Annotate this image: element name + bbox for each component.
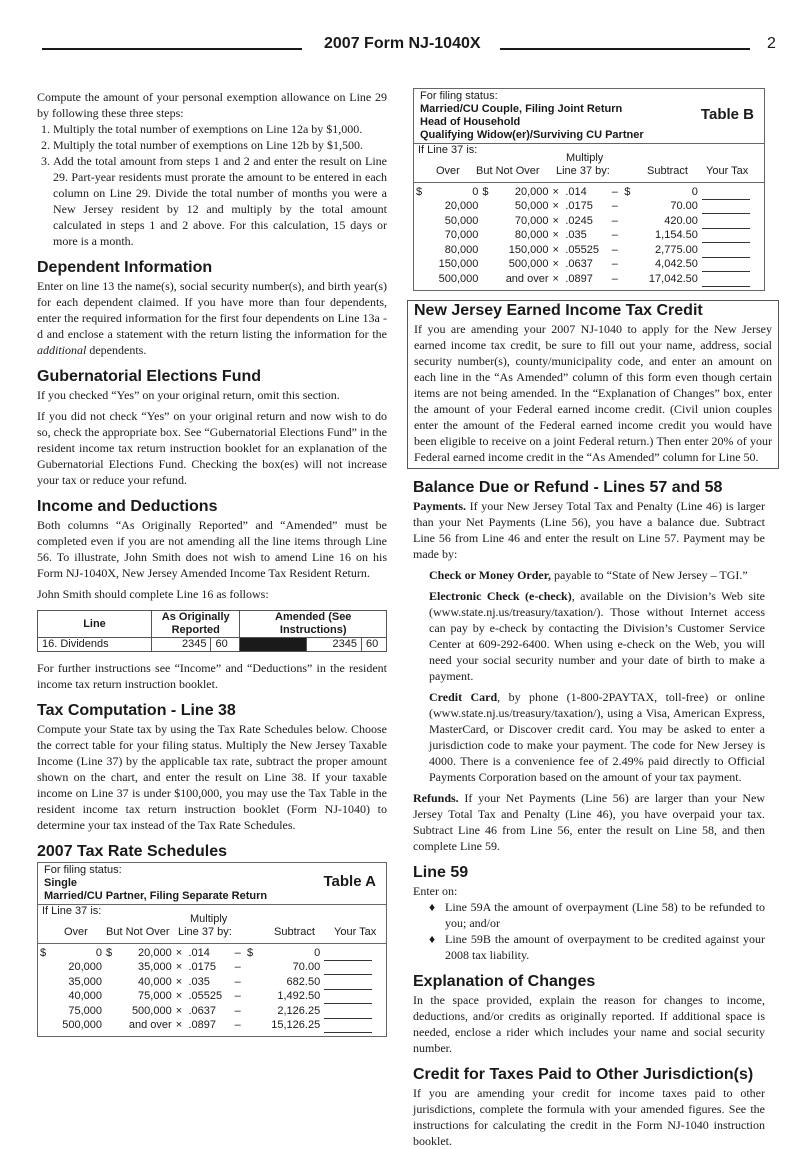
rate-cell (622, 200, 634, 215)
rate-cell: – (611, 229, 618, 241)
rate-cell: – (611, 272, 618, 285)
rate-cell: and over (505, 272, 549, 285)
rate-cell (104, 990, 116, 1005)
rate-cell (480, 229, 492, 244)
rate-cell (104, 961, 116, 976)
diamond-bullet-icon: ♦ (429, 931, 436, 946)
rate-cell (414, 258, 426, 273)
rate-row (414, 243, 764, 258)
rate-cell: 2,126.25 (277, 1004, 321, 1017)
rate-cell: 0 (691, 185, 698, 198)
income-text: Both columns “As Originally Reported” and “Amended” must be completed even if you are not amending all the line items through Line 56. To illustrate, John Smith does not wish to amend Line 16 on his Form NJ-1040X, New Jersey Amended Income Tax Resident Return. (37, 518, 387, 580)
tax-table-a: For filing status: Single Married/CU Partner, Filing Separate Return Table A If Line 37 is: Multiply Over But Not Over Line 37 by: Subtract Your Tax $ 0 $ 20,000 × .014 – $ 0 20,000 35,000 × .0175 – 70.00 35,000 40,000 × .035 – 682.50 40,000 75,000 × .05525 – 1,492.50 75,000 500,000 × .0637 – 2,126.25 500,000 and over × .0897 – 15,126.25 (37, 862, 387, 1037)
rate-cell (480, 258, 492, 273)
rate-cell: – (234, 1004, 241, 1017)
rate-cell: 80,000 (444, 243, 479, 256)
rate-cell: – (234, 975, 241, 988)
enter-on-text: Enter on: (413, 883, 458, 898)
rate-cell: .05525 (565, 243, 599, 256)
rate-cell (622, 229, 634, 244)
taxcomp-text: Compute your State tax by using the Tax Rate Schedules below. Choose the correct table for your filing status. Multiply the New Jersey Taxable Income (Line 37) by the applicable tax rate, subtract the proper amount shown on the chart, and enter the result on Line 38. If your taxable income on Line 37 is under $100,000, you may use the Tax Table in the resident income tax return instruction booklet (Form NJ-1040) to determine your tax instead of the Tax Rate Schedules. (37, 722, 387, 832)
rate-cell (414, 229, 426, 244)
income-text: John Smith should complete Line 16 as follows: (37, 587, 269, 601)
rate-cell (480, 272, 492, 287)
rate-cell (104, 975, 116, 990)
rate-cell: 35,000 (68, 975, 102, 988)
rate-row (414, 272, 764, 287)
your-tax-blank (324, 990, 372, 1005)
your-tax-blank (324, 1019, 372, 1034)
section-heading: 2007 Tax Rate Schedules (37, 843, 228, 860)
left-column (37, 89, 387, 1037)
step-item: 1. Multiply the total number of exemptions on Line 12a by $1,000. (53, 121, 387, 137)
list-item: ♦ Line 59A the amount of overpayment (Line 58) to be refunded to you; and/or (429, 899, 765, 930)
page-header (0, 36, 800, 56)
your-tax-blank (324, 1004, 372, 1019)
rate-cell: 0 (472, 185, 479, 198)
section-heading: New Jersey Earned Income Tax Credit (414, 301, 703, 319)
rate-cell: 500,000 (131, 1004, 172, 1017)
blackout-cell (240, 638, 307, 652)
diamond-bullet-icon: ♦ (429, 899, 436, 914)
rate-cell: and over (128, 1019, 172, 1031)
rate-cell: 1,154.50 (655, 229, 698, 241)
explanation-text: In the space provided, explain the reason for changes to income, deductions, and/or credits as originally reported. If additional space is needed, enclose a rider which includes your name and social security number. (413, 992, 765, 1055)
rate-cell: .0897 (565, 272, 593, 285)
your-tax-blank (324, 946, 372, 961)
header-rule (42, 48, 302, 50)
list-item: ♦ Line 59B the amount of overpayment to be credited against your 2008 tax liability. (429, 931, 765, 962)
header-rule (500, 48, 750, 50)
rate-cell: $ (624, 185, 631, 198)
rate-cell: .0175 (565, 200, 593, 212)
rate-cell: 70,000 (514, 214, 549, 227)
tax-table-b: For filing status: Married/CU Couple, Filing Joint Return Head of Household Qualifying Widow(er)/Surviving CU Partner Table B If Line 37 is: Multiply Over But Not Over Line 37 by: Subtract Your Tax $ 0 $ 20,000 × .014 – $ 0 20,000 50,000 × .0175 – 70.00 50,000 70,000 × .0245 – 420.00 70,000 80,000 × .035 – 1,154.50 80,000 150,000 × .05525 – 2,775.00 150,000 500,000 × .0637 – 4,042.50 500,000 and over × .0897 – 17,042.50 (413, 88, 765, 291)
rate-cell: × (552, 214, 559, 227)
rate-cell: .0245 (565, 214, 593, 227)
rate-cell: – (234, 961, 241, 973)
rate-cell: 150,000 (438, 258, 479, 270)
your-tax-blank (702, 214, 750, 229)
rate-cell (245, 1004, 257, 1019)
rate-cell: – (611, 185, 618, 198)
your-tax-blank (702, 258, 750, 273)
payments-text: Payments. If your New Jersey Total Tax and Penalty (Line 46) is larger than your Net Payments (Line 56), you have a balance due. Subtract Line 56 from Line 46 and enter the result on Line 57. Payment may be made by: (413, 498, 765, 561)
rate-cell: 682.50 (286, 975, 321, 988)
rate-cell (622, 272, 634, 287)
rate-cell (414, 243, 426, 258)
rate-row (38, 961, 386, 976)
rate-rows (414, 185, 764, 287)
rate-cell: × (175, 975, 183, 988)
rate-cell: – (234, 946, 241, 959)
credit-text: If you are amending your credit for income taxes paid to other jurisdictions, complete the formula with your amended figures. See the instructions for calculating the credit in the Form NJ-1040 instruction booklet. (413, 1085, 765, 1148)
rate-row (38, 1004, 386, 1019)
your-tax-blank (702, 200, 750, 215)
credit-card-text: Credit Card, by phone (1-800-2PAYTAX, toll-free) or online (www.state.nj.us/treasury/taxation/), using a Visa, American Express, MasterCard, or Discover credit card. You may be asked to enter a jurisdiction code to make your payment. The code for New Jersey is 4000. There is a convenience fee of 2.49% paid directly to Official Payments Corporation based on the amount of your tax payment. (429, 689, 765, 784)
rate-cell: 20,000 (514, 185, 549, 198)
rate-row (414, 200, 764, 215)
rate-cell: 40,000 (68, 990, 102, 1002)
section-heading: Credit for Taxes Paid to Other Jurisdiction(s) (413, 1065, 754, 1083)
rate-cell: $ (105, 946, 113, 959)
rate-cell (414, 272, 426, 287)
rate-cell: 80,000 (514, 229, 549, 241)
rate-cell: .014 (188, 946, 210, 959)
rate-cell: – (234, 1019, 241, 1031)
rate-cell: × (175, 946, 183, 959)
rate-cell (480, 243, 492, 258)
rate-row (414, 258, 764, 273)
rate-cell: 50,000 (444, 214, 479, 227)
rate-row (414, 214, 764, 229)
rate-cell: .0175 (188, 961, 217, 973)
your-tax-blank (324, 975, 372, 990)
rate-cell: × (175, 1019, 183, 1031)
eitc-box (407, 300, 779, 469)
rate-cell: $ (482, 185, 489, 198)
rate-cell: × (552, 258, 559, 270)
rate-cell: .0637 (565, 258, 593, 270)
rate-cell (622, 214, 634, 229)
check-text: Check or Money Order, payable to “State of New Jersey – TGI.” (429, 567, 748, 582)
refunds-text: Refunds. If your Net Payments (Line 56) are larger than your New Jersey Total Tax and Penalty (Line 46), you have overpaid your tax. Subtract Line 46 from Line 56, enter the result on Line 58, and then complete Line 59. (413, 790, 765, 853)
your-tax-blank (702, 185, 750, 200)
section-heading: Gubernatorial Elections Fund (37, 368, 262, 385)
rate-cell (245, 990, 257, 1005)
your-tax-blank (702, 243, 750, 258)
form-title: 2007 Form NJ-1040X (324, 35, 481, 52)
rate-cell: – (611, 243, 618, 256)
rate-cell (480, 200, 492, 215)
rate-cell: .014 (565, 185, 587, 198)
table-label: Table B (700, 106, 754, 123)
section-heading: Balance Due or Refund - Lines 57 and 58 (413, 478, 723, 496)
page-number: 2 (767, 35, 776, 52)
rate-cell: × (175, 1004, 183, 1017)
rate-cell: 2,775.00 (655, 243, 698, 256)
rate-row (38, 1019, 386, 1034)
gub-text: If you did not check “Yes” on your original return and now wish to do so, check the appropriate box. See “Gubernatorial Elections Fund” in the resident income tax return instruction booklet for an explanation of the Gubernatorial Elections Fund. Checking the box(es) will not increase your tax or reduce your refund. (37, 409, 387, 487)
rate-cell: – (234, 990, 241, 1002)
rate-cell: 0 (95, 946, 102, 959)
rate-cell: – (611, 258, 618, 270)
step-item: 2. Multiply the total number of exemptions on Line 12b by $1,500. (53, 137, 387, 153)
rate-cell: 75,000 (68, 1004, 102, 1017)
rate-cell: $ (246, 946, 254, 959)
dependent-text: Enter on line 13 the name(s), social security number(s), and birth year(s) for each dependent claimed. If you have more than four dependents, enter the required information for the first four dependents on Line 13a - d and enclose a statement with the return listing the information for the additional dependents. (37, 279, 387, 357)
rate-cell (622, 258, 634, 273)
rate-cell: 70.00 (292, 961, 321, 973)
echeck-text: Electronic Check (e-check), available on the Division’s Web site (www.state.nj.us/treasury/taxation/). Those without Internet access can pay by e-check by contacting the Division’s Customer Service Center at 609-292-6400. When using e-check on the Web, you will need your social security number and your date of birth to make a payment. (429, 588, 765, 683)
exemption-steps (37, 89, 387, 249)
rate-cell: .0897 (188, 1019, 217, 1031)
rate-cell (414, 200, 426, 215)
rate-cell: × (552, 185, 559, 198)
rate-cell: × (552, 243, 559, 256)
rate-cell: $ (40, 946, 47, 959)
rate-cell (245, 1019, 257, 1034)
rate-cell: – (611, 200, 618, 212)
rate-cell (38, 961, 50, 976)
rate-cell: .035 (188, 975, 210, 988)
rate-cell: × (552, 272, 559, 285)
rate-row (414, 229, 764, 244)
rate-cell: 75,000 (138, 990, 172, 1002)
section-heading: Tax Computation - Line 38 (37, 702, 236, 719)
rate-cell: 70,000 (444, 229, 479, 241)
rate-cell: 50,000 (514, 200, 549, 212)
rate-cell (622, 243, 634, 258)
example-table: Line As Originally Reported Amended (See Instructions) 16. Dividends 2345 60 2345 60 (37, 610, 387, 652)
rate-cell: 20,000 (138, 946, 172, 959)
rate-cell: 1,492.50 (277, 990, 321, 1002)
rate-cell (38, 1004, 50, 1019)
rate-cell: 35,000 (138, 961, 172, 973)
rate-cell (104, 1019, 116, 1034)
section-heading: Income and Deductions (37, 498, 218, 515)
right-column (413, 88, 772, 1149)
rate-cell: × (175, 990, 183, 1002)
rate-cell (245, 961, 257, 976)
rate-cell: 15,126.25 (271, 1019, 321, 1031)
rate-cell: 40,000 (138, 975, 172, 988)
rate-cell: – (611, 214, 618, 227)
rate-cell: 500,000 (62, 1019, 102, 1031)
your-tax-blank (702, 272, 750, 287)
rate-row (38, 975, 386, 990)
rate-cell: 150,000 (508, 243, 549, 256)
rate-cell: 20,000 (68, 961, 102, 973)
rate-cell: × (552, 200, 559, 212)
rate-cell (104, 1004, 116, 1019)
eitc-text: If you are amending your 2007 NJ-1040 to apply for the New Jersey earned income tax credit, be sure to fill out your name, address, social security number(s), county/municipality code, and enter an amount on each line in the “As Amended” column of this form even though certain items are not being amended. In the “Explanation of Changes” box, enter the amount of your Federal earned income credit. (Civil union couples enter the amount of the Federal earned income credit you would have been eligible to receive on a joint Federal return.) Then enter 20% of your Federal earned income credit in the “As Amended” column for Line 50. (414, 321, 772, 464)
rate-cell: 70.00 (670, 200, 698, 212)
section-heading: Explanation of Changes (413, 972, 596, 990)
rate-cell: .05525 (188, 990, 223, 1002)
rate-cell (38, 1019, 50, 1034)
rate-cell: 500,000 (438, 272, 479, 285)
rate-cell: $ (416, 185, 423, 198)
rate-cell: × (552, 229, 559, 241)
your-tax-blank (324, 961, 372, 976)
intro-text: Compute the amount of your personal exemption allowance on Line 29 by following these three steps: (37, 90, 387, 120)
gub-text: If you checked “Yes” on your original return, omit this section. (37, 388, 340, 402)
income-text: For further instructions see “Income” and “Deductions” in the resident income tax return instruction booklet. (37, 661, 387, 691)
rate-cell: 420.00 (664, 214, 698, 227)
rate-cell (414, 214, 426, 229)
rate-row (414, 185, 764, 200)
rate-row (38, 946, 386, 961)
rate-cell (38, 990, 50, 1005)
your-tax-blank (702, 229, 750, 244)
section-heading: Dependent Information (37, 259, 213, 276)
rate-cell: × (175, 961, 183, 973)
rate-cell: 500,000 (508, 258, 549, 270)
rate-cell: 4,042.50 (655, 258, 698, 270)
section-heading: Line 59 (413, 863, 469, 881)
rate-cell: 20,000 (444, 200, 479, 212)
rate-cell (38, 975, 50, 990)
rate-cell: .035 (565, 229, 587, 241)
rate-row (38, 990, 386, 1005)
rate-cell (245, 975, 257, 990)
rate-rows (38, 946, 386, 1033)
rate-cell: 17,042.50 (648, 272, 698, 285)
step-item: 3. Add the total amount from steps 1 and 2 and enter the result on Line 29. Part-year residents must prorate the amount to be entered in each column on Line 29. Divide the total number of months you were a New Jersey resident by 12 and multiply by the total amount calculated in steps 1 and 2 above. For this calculation, 15 days or more is a month. (53, 153, 387, 249)
rate-cell: .0637 (188, 1004, 217, 1017)
table-label: Table A (323, 873, 376, 890)
rate-cell: 0 (314, 946, 321, 959)
rate-cell (480, 214, 492, 229)
